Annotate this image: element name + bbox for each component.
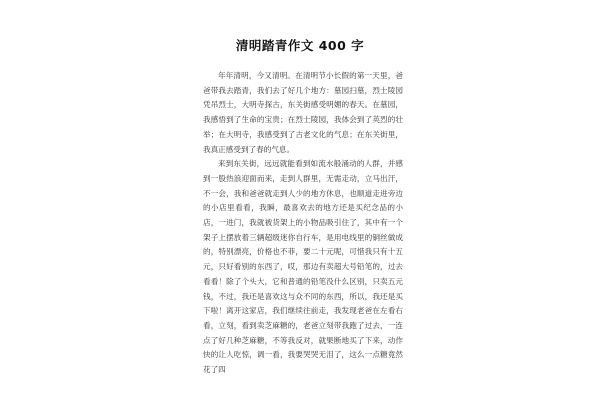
paragraph: 年年清明，今又清明。在清明节小长假的第一天里，爸爸带我去踏青，我们去了好几个地方：墓园扫墓，烈士陵园凭吊烈士，大明寺探古，东关街感受明媚的春天。在墓园，我感悟到了生命的宝贵；在烈士陵园，我体会到了英烈的壮举；在大明寺，我感受到了古老文化的气息；在东关街里，我真正感受到了春的气息。 — [203, 71, 403, 154]
document-body — [203, 69, 403, 378]
document-title: 清明踏青作文 400 字 — [235, 38, 365, 53]
paragraph: 来到东关街，远远就能看到如流水般涌动的人群，并感到一股热浪迎面而来，走到人群里，无需走动，立马出汗，不一会，我和爸爸就走到人少的地方休息，也顺道走进旁边的小店里看看，我瞬，最喜欢去的地方还是买纪念品的小店，一进门，我就被货架上的小物品吸引住了，其中有一个架子上摆放着三辆超级迷你自行车，是用电线里的铜丝做成的，特别漂亮，价格也不菲，要二十元呢，可惜我只有十五元，只好看别的东西了，哎，那边有卖超大号铅笔的，过去看看！除了个头大，它和普通的铅笔没什么区别，只卖五元钱，不过，我还是喜欢这与众不同的东西，所以，我还是买下啦！离开这家店，我们继续往前走，我发现老爸在左看右看，立刻，看到卖芝麻糖的，老爸立刻带我跑了过去，一连点了好几种芝麻糖，不等我反对，就果断地买了下来，动作快的让人吃惊，调一看，我要哭哭无泪了，这么一点糖竟然花了四 — [203, 159, 403, 375]
